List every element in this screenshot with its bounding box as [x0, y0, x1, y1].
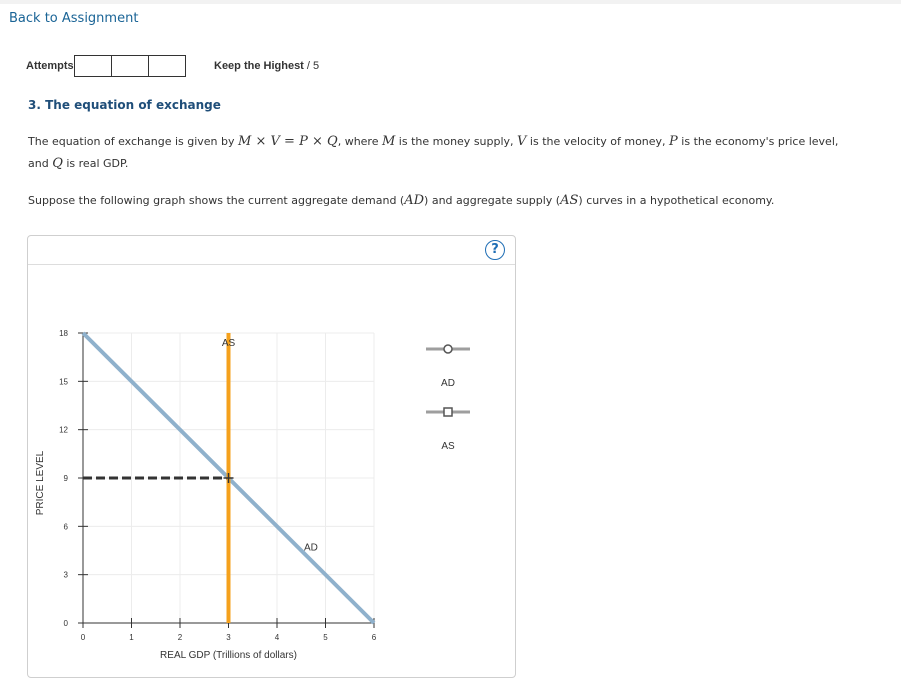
math-equals: =	[284, 134, 295, 149]
y-axis-title: PRICE LEVEL	[35, 450, 46, 516]
grading-policy	[214, 60, 319, 72]
question-paragraph-2	[28, 190, 868, 212]
x-tick-label: 4	[274, 633, 280, 642]
top-divider	[0, 0, 901, 4]
equation-of-exchange	[238, 134, 338, 149]
x-tick-label: 5	[323, 633, 328, 642]
text-segment: is the economy's price level,	[677, 135, 839, 148]
math-as: AS	[560, 193, 579, 208]
graph-panel	[27, 235, 516, 678]
legend-circle-icon[interactable]	[444, 345, 452, 353]
legend-label-ad: AD	[441, 378, 455, 389]
y-tick-label: 12	[59, 425, 68, 435]
help-icon[interactable]: ?	[485, 240, 505, 260]
attempt-box	[148, 55, 186, 77]
legend-label-as: AS	[441, 441, 455, 452]
y-tick-label: 3	[63, 570, 68, 580]
x-tick-label: 0	[80, 633, 86, 642]
math-v: V	[270, 134, 280, 149]
as-curve-label: AS	[221, 337, 236, 349]
x-tick-label: 6	[371, 633, 377, 642]
x-tick-label: 3	[226, 633, 231, 642]
attempts-label: Attempts	[26, 60, 74, 72]
math-m: M	[381, 134, 396, 149]
text-segment: The equation of exchange is given by	[28, 135, 239, 148]
attempt-box	[111, 55, 149, 77]
x-tick-label: 2	[177, 633, 183, 642]
question-title: 3. The equation of exchange	[28, 98, 221, 112]
ad-as-chart[interactable]	[28, 236, 515, 677]
math-p: P	[299, 134, 308, 149]
math-q: Q	[52, 156, 63, 171]
text-segment: ) curves in a hypothetical economy.	[578, 194, 775, 207]
keep-highest-label: Keep the Highest	[214, 60, 304, 72]
x-tick-label: 1	[129, 633, 134, 642]
y-tick-label: 9	[63, 474, 68, 483]
math-m: M	[238, 134, 252, 149]
ad-curve-label: AD	[303, 542, 318, 554]
text-segment: is real GDP.	[62, 157, 129, 170]
attempt-box	[74, 55, 112, 77]
y-tick-label: 6	[63, 522, 68, 532]
text-segment: is the money supply,	[395, 135, 518, 148]
text-segment: Suppose the following graph shows the current aggregate demand (	[28, 194, 405, 207]
question-paragraph-1	[28, 131, 868, 175]
math-ad: AD	[404, 193, 425, 208]
y-tick-label: 18	[59, 329, 68, 338]
text-segment: ) and aggregate supply (	[424, 194, 561, 207]
math-p: P	[669, 134, 678, 149]
math-q: Q	[327, 134, 338, 149]
math-v: V	[517, 134, 527, 149]
math-times: ×	[311, 134, 323, 149]
legend-square-icon[interactable]	[444, 408, 452, 416]
text-segment: is the velocity of money,	[526, 135, 670, 148]
attempt-indicator	[74, 55, 186, 77]
score-label: / 5	[306, 60, 320, 72]
x-axis-title: REAL GDP (Trillions of dollars)	[160, 650, 297, 661]
math-times: ×	[255, 134, 267, 149]
y-tick-label: 0	[63, 619, 68, 628]
text-segment: , where	[337, 135, 382, 148]
back-to-assignment-link[interactable]: Back to Assignment	[9, 11, 139, 26]
text-segment: and	[28, 157, 53, 170]
y-tick-label: 15	[59, 377, 68, 387]
